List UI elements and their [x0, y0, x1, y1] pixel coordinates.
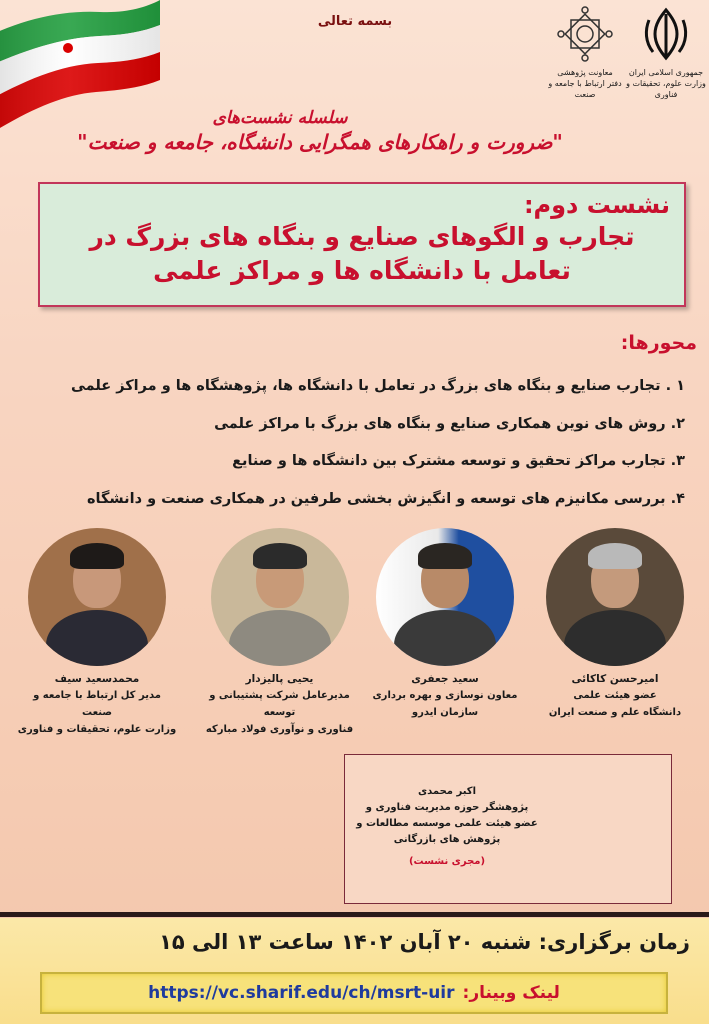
- moderator-info: [352, 784, 542, 870]
- ornament-logo-icon: [557, 6, 613, 62]
- footer-divider: [0, 912, 709, 917]
- jd-logo-line2: دفتر ارتباط با جامعه و صنعت: [548, 79, 622, 99]
- speaker-title-line: دانشگاه علم و صنعت ایران: [548, 707, 682, 718]
- series-title-line1: سلسله نشست‌های: [212, 108, 348, 128]
- speaker-title-line: عضو هیئت علمی: [573, 690, 657, 701]
- speaker-card: [17, 528, 177, 738]
- ministry-logo: [626, 6, 706, 100]
- speaker-title-line: وزارت علوم، تحقیقات و فناوری: [17, 724, 177, 735]
- speaker-title-line: فناوری و نوآوری فولاد مبارکه: [205, 724, 354, 735]
- speaker-photo: [376, 528, 514, 666]
- topics-list: [25, 368, 685, 518]
- webinar-link-box[interactable]: [40, 972, 668, 1014]
- speaker-title-line: معاون نوسازی و بهره برداری: [372, 690, 518, 701]
- moderator-name: اکبر محمدی: [417, 786, 477, 797]
- bismillah-text: بسمه تعالی: [317, 14, 393, 29]
- speaker-title-line: سازمان ایدرو: [411, 707, 479, 718]
- series-title-line2: "ضرورت و راهکارهای همگرایی دانشگاه، جامعه و صنعت": [77, 130, 563, 154]
- flag-emblem-icon: [63, 43, 73, 53]
- moderator-title-line: پژوهش های بازرگانی: [393, 834, 501, 845]
- speaker-title-line: مدیرعامل شرکت پشتیبانی و توسعه: [209, 690, 350, 718]
- moderator-title-line: پژوهشگر حوزه مدیریت فناوری و: [365, 802, 529, 813]
- jd-office-logo: [545, 6, 625, 100]
- event-date: زمان برگزاری: شنبه ۲۰ آبان ۱۴۰۲ ساعت ۱۳ الی ۱۵: [159, 930, 690, 954]
- speaker-name: امیرحسن کاکائی: [571, 673, 659, 685]
- speaker-card: [540, 528, 690, 721]
- topic-item: ۳. تجارب مراکز تحقیق و توسعه مشترک بین دانشگاه ها و صنایع: [232, 453, 685, 469]
- ministry-logo-line2: وزارت علوم، تحقیقات و فناوری: [626, 79, 706, 99]
- topic-item: ۱ . تجارب صنایع و بنگاه های بزرگ در تعامل با دانشگاه ها، پژوهشگاه ها و مراکز علمی: [70, 378, 685, 394]
- topic-item: ۲. روش های نوین همکاری صنایع و بنگاه های بزرگ با مراکز علمی: [214, 415, 685, 432]
- speaker-title-line: مدیر کل ارتباط با جامعه و صنعت: [33, 690, 161, 718]
- series-title: [40, 108, 600, 154]
- speaker-photo: [28, 528, 166, 666]
- webinar-link-label: لینک وبینار:: [462, 983, 560, 1003]
- speaker-card: [197, 528, 362, 738]
- speaker-name: محمدسعید سیف: [54, 673, 140, 685]
- topics-heading: محورها:: [620, 332, 697, 354]
- jd-logo-line1: معاونت پژوهشی: [557, 68, 613, 77]
- ministry-logo-line1: جمهوری اسلامی ایران: [628, 68, 704, 77]
- speaker-name: یحیی پالیزدار: [245, 673, 314, 685]
- session-title: تجارب و الگوهای صنایع و بنگاه های بزرگ در تعامل با دانشگاه ها و مراکز علمی: [89, 222, 635, 285]
- session-title-box: [38, 182, 686, 307]
- ministry-emblem-icon: [641, 6, 691, 62]
- session-heading: نشست دوم:: [523, 191, 670, 219]
- speaker-card: [370, 528, 520, 721]
- speaker-photo: [211, 528, 349, 666]
- moderator-title-line: عضو هیئت علمی موسسه مطالعات و: [356, 818, 538, 829]
- webinar-link[interactable]: https://vc.sharif.edu/ch/msrt-uir: [148, 983, 455, 1003]
- speaker-name: سعید جعفری: [411, 673, 479, 685]
- speaker-photo: [546, 528, 684, 666]
- moderator-role: (مجری نشست): [408, 856, 486, 867]
- topic-item: ۴. بررسی مکانیزم های توسعه و انگیزش بخشی طرفین در همکاری صنعت و دانشگاه: [86, 490, 685, 507]
